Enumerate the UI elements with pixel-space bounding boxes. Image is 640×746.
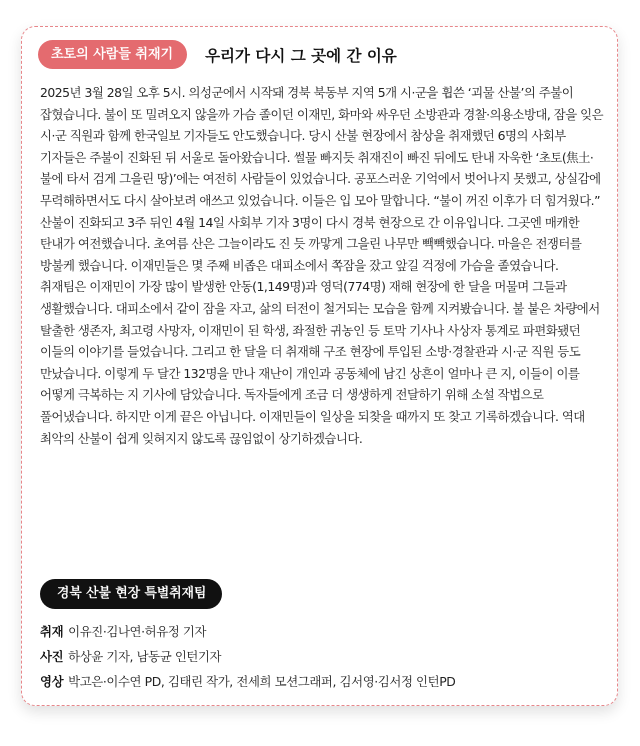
credit-role-label: 영상 xyxy=(40,674,64,689)
credits-list xyxy=(40,619,605,694)
story-card xyxy=(21,26,618,706)
credit-names: 하상윤 기자, 남동균 인턴기자 xyxy=(68,649,222,664)
series-tag: 초토의 사람들 취재기 xyxy=(38,40,187,69)
credit-row-video xyxy=(40,669,605,694)
body-paragraph: 2025년 3월 28일 오후 5시. 의성군에서 시작돼 경북 북동부 지역 5개 시·군을 휩쓴 ‘괴물 산불’의 주불이 잡혔습니다. 불이 또 밀려오지 않을까 가슴 졸이던 이재민, 화마와 싸우던 소방관과 경찰·의용소방대, 잠을 잊은 시·군 직원과 함께 한국일보 기자들도 안도했습니다. 당시 산불 현장에서 참상을 취재했던 6명의 사회부 기자들은 주불이 진화된 뒤 서울로 돌아왔습니다. 썰물 빠지듯 취재진이 빠진 뒤에도 탄내 자욱한 ‘초토(焦土·불에 타서 검게 그을린 땅)’에는 여전히 사람들이 있었습니다. 공포스러운 기억에서 벗어나지 못했고, 상실감에 무력해하면서도 다시 살아보려 애쓰고 있었습니다. 이들은 입 모아 말합니다. “불이 꺼진 이후가 더 힘겨웠다.” 산불이 진화되고 3주 뒤인 4월 14일 사회부 기자 3명이 다시 경북 현장으로 간 이유입니다. 그곳엔 매캐한 탄내가 여전했습니다. 초여름 산은 그늘이라도 진 듯 까맣게 그을린 나무만 빽빽했습니다. 마을은 전쟁터를 방불케 했습니다. 이재민들은 몇 주째 비좁은 대피소에서 쪽잠을 잤고 앞길 걱정에 가슴을 졸였습니다. 취재팀은 이재민이 가장 많이 발생한 안동(1,149명)과 영덕(774명) 재해 현장에 한 달을 머물며 그들과 생활했습니다. 대피소에서 같이 잠을 자고, 삶의 터전이 철거되는 모습을 함께 지켜봤습니다. 불 붙은 차량에서 탈출한 생존자, 최고령 사망자, 이재민이 된 학생, 좌절한 귀농인 등 토막 기사나 사상자 통계로 파편화됐던 이들의 이야기를 들었습니다. 그리고 한 달을 더 취재해 구조 현장에 투입된 소방·경찰관과 시·군 직원 등도 만났습니다. 이렇게 두 달간 132명을 만나 재난이 개인과 공동체에 남긴 상흔이 얼마나 큰 지, 이들이 이를 어떻게 극복하는 지 기사에 담았습니다. 독자들에게 조금 더 생생하게 전달하기 위해 소설 작법으로 풀어냈습니다. 하지만 이게 끝은 아닙니다. 이재민들이 일상을 되찾을 때까지 또 찾고 기록하겠습니다. 역대 최악의 산불이 쉽게 잊혀지지 않도록 끊임없이 상기하겠습니다. xyxy=(40,85,604,446)
credit-names: 박고은·이수연 PD, 김태린 작가, 전세희 모션그래퍼, 김서영·김서정 인턴PD xyxy=(68,674,456,689)
card-header xyxy=(38,40,397,69)
credit-names: 이유진·김나연·허유정 기자 xyxy=(68,624,207,639)
credit-role-label: 취재 xyxy=(40,624,64,639)
headline: 우리가 다시 그 곳에 간 이유 xyxy=(205,46,397,65)
credit-row-reporting xyxy=(40,619,605,644)
credit-role-label: 사진 xyxy=(40,649,64,664)
credit-row-photo xyxy=(40,644,605,669)
team-tag: 경북 산불 현장 특별취재팀 xyxy=(40,579,222,609)
